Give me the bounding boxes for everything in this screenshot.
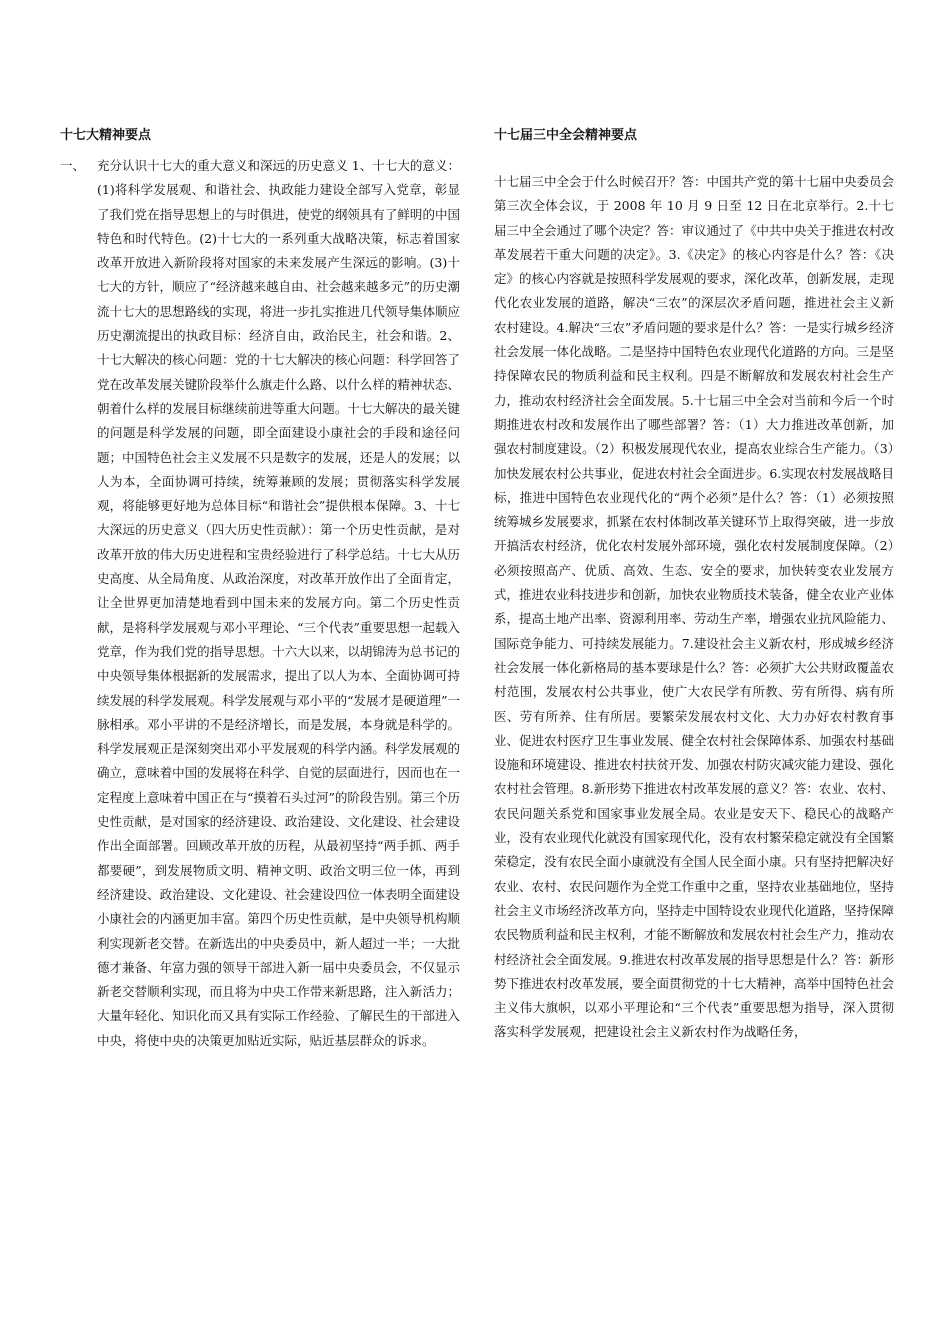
right-column-section	[494, 126, 894, 1045]
left-column-section	[60, 126, 460, 1053]
list-marker: 一、	[60, 158, 86, 173]
section-title-third-plenum: 十七届三中全会精神要点	[494, 128, 638, 143]
numbered-item	[60, 154, 460, 1053]
right-body-text: 十七届三中全会于什么时候召开？答：中国共产党的第十七届中央委员会第三次全体会议，于 2008 年 10 月 9 日至 12 日在北京举行。2.十七届三中全会通过了哪个决定？答：审议通过了《中共中央关于推进农村改革发展若干重大问题的决定》。3.《决定》的核心内容是什么？答：《决定》的核心内容就是按照科学发展观的要求，深化改革，创新发展，走现代化农业发展的道路，解决“三农”的深层次矛盾问题，推进社会主义新农村建设。4.解决“三农”矛盾问题的要求是什么？答：一是实行城乡经济社会发展一体化战略。二是坚持中国特色农业现代化道路的方向。三是坚持保障农民的物质利益和民主权利。四是不断解放和发展农村社会生产力，推动农村经济社会全面发展。5.十七届三中全会对当前和今后一个时期推进农村改和发展作出了哪些部署？答：（1）大力推进改革创新，加强农村制度建设。（2）积极发展现代农业，提高农业综合生产能力。（3）加快发展农村公共事业，促进农村社会全面进步。6.实现农村发展战略目标，推进中国特色农业现代化的“两个必须”是什么？答：（1）必须按照统筹城乡发展要求，抓紧在农村体制改革关键环节上取得突破，进一步放开搞活农村经济，优化农村发展外部环境，强化农村发展制度保障。（2）必须按照高产、优质、高效、生态、安全的要求，加快转变农业发展方式，推进农业科技进步和创新，加快农业物质技术装备，健全农业产业体系，提高土地产出率、资源利用率、劳动生产率，增强农业抗风险能力、国际竞争能力、可持续发展能力。7.建设社会主义新农村，形成城乡经济社会发展一体化新格局的基本要球是什么？答：必须扩大公共财政覆盖农村范围，发展农村公共事业，使广大农民学有所教、劳有所得、病有所医、劳有所养、住有所居。要繁荣发展农村文化、大力办好农村教育事业、促进农村医疗卫生事业发展、健全农村社会保障体系、加强农村基础设施和环境建设、推进农村扶贫开发、加强农村防灾减灾能力建设、强化农村社会管理。8.新形势下推进农村改革发展的意义？答：农业、农村、农民问题关系党和国家事业发展全局。农业是安天下、稳民心的战略产业，没有农业现代化就没有国家现代化，没有农村繁荣稳定就没有全国繁荣稳定，没有农民全面小康就没有全国人民全面小康。只有坚持把解决好农业、农村、农民问题作为全党工作重中之重，坚持农业基础地位，坚持社会主义市场经济改革方向，坚持走中国特设农业现代化道路，坚持保障农民物质利益和民主权利，才能不断解放和发展农村社会生产力，推动农村经济社会全面发展。9.推进农村改革发展的指导思想是什么？答：新形势下推进农村改革发展，要全面贯彻党的十七大精神，高举中国特色社会主义伟大旗帜，以邓小平理论和“三个代表”重要思想为指导，深入贯彻落实科学发展观，把建设社会主义新农村作为战略任务，	[494, 174, 895, 1040]
section-title-seventeenth-congress: 十七大精神要点	[60, 128, 152, 143]
left-body-text: 充分认识十七大的重大意义和深远的历史意义 1、十七大的意义：(1)将科学发展观、和谐社会、执政能力建设全部写入党章，彰显了我们党在指导思想上的与时俱进，使党的纲领具有了鲜明的中国特色和时代特色。(2)十七大的一系列重大战略决策，标志着国家改革开放进入新阶段将对国家的未来发展产生深远的影响。(3)十七大的方针，顺应了“经济越来越自由、社会越来越多元”的历史潮流十七大的思想路线的实现，将进一步扎实推进几代领导集体顺应历史潮流提出的执政目标：经济自由，政治民主，社会和谐。2、十七大解决的核心问题：党的十七大解决的核心问题：科学回答了党在改革发展关键阶段举什么旗走什么路、以什么样的精神状态、朝着什么样的发展目标继续前进等重大问题。十七大解决的最关键的问题是科学发展的问题，即全面建设小康社会的手段和途径问题；中国特色社会主义发展不只是数字的发展，还是人的发展；以人为本，全面协调可持续，统筹兼顾的发展；贯彻落实科学发展观，将能够更好地为总体目标“和谐社会”提供根本保障。3、十七大深远的历史意义（四大历史性贡献）：第一个历史性贡献，是对改革开放的伟大历史进程和宝贵经验进行了科学总结。十七大从历史高度、从全局角度、从政治深度，对改革开放作出了全面肯定，让全世界更加清楚地看到中国未来的发展方向。第二个历史性贡献，是将科学发展观与邓小平理论、“三个代表”重要思想一起载入党章，作为我们党的指导思想。十六大以来，以胡锦涛为总书记的中央领导集体根据新的发展需求，提出了以人为本、全面协调可持续发展的科学发展观。科学发展观与邓小平的“发展才是硬道理”一脉相承。邓小平讲的不是经济增长，而是发展，本身就是科学的。科学发展观正是深刻突出邓小平发展观的科学内涵。科学发展观的确立，意味着中国的发展将在科学、自觉的层面进行，因而也在一定程度上意味着中国正在与“摸着石头过河”的阶段告别。第三个历史性贡献，是对国家的经济建设、政治建设、文化建设、社会建设作出全面部署。回顾改革开放的历程，从最初坚持“两手抓、两手都要硬”，到发展物质文明、精神文明、政治文明三位一体，再到经济建设、政治建设、文化建设、社会建设四位一体表明全面建设小康社会的内涵更加丰富。第四个历史性贡献，是中央领导机构顺利实现新老交替。在新选出的中央委员中，新人超过一半；一大批德才兼备、年富力强的领导干部进入新一届中央委员会，不仅显示新老交替顺利实现，而且将为中央工作带来新思路，注入新活力；大量年轻化、知识化而又具有实际工作经验、了解民生的干部进入中央，将使中央的决策更加贴近实际，贴近基层群众的诉求。	[97, 158, 460, 1048]
